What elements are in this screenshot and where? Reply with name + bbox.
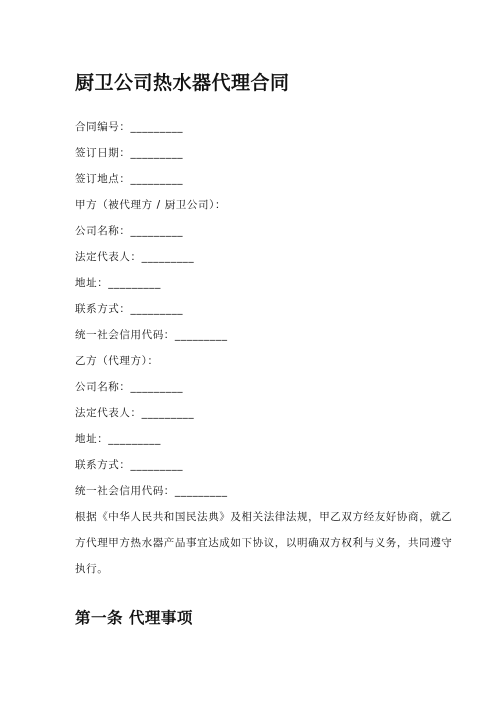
- preamble-line: 方代理甲方热水器产品事宜达成如下协议，以明确双方权利与义务，共同遵守: [75, 537, 453, 549]
- party-a-contact-field: 联系方式：_________: [75, 303, 184, 315]
- party-a-credit-code-field: 统一社会信用代码：_________: [75, 329, 228, 341]
- section-heading: 第一条 代理事项: [75, 609, 193, 627]
- party-b-label: 乙方（代理方）：: [75, 355, 159, 367]
- contract-number-field: 合同编号：_________: [75, 121, 184, 133]
- party-a-legal-rep-field: 法定代表人：_________: [75, 251, 195, 263]
- preamble-line: 执行。: [75, 563, 109, 575]
- party-b-legal-rep-field: 法定代表人：_________: [75, 407, 195, 419]
- party-b-company-name-field: 公司名称：_________: [75, 381, 184, 393]
- party-a-company-name-field: 公司名称：_________: [75, 225, 184, 237]
- party-a-address-field: 地址：_________: [75, 277, 161, 289]
- preamble-paragraph: [75, 504, 453, 582]
- preamble-line: 根据《中华人民共和国民法典》及相关法律法规，甲乙双方经友好协商，就乙: [75, 511, 453, 523]
- signing-place-field: 签订地点：_________: [75, 173, 184, 185]
- party-b-credit-code-field: 统一社会信用代码：_________: [75, 485, 228, 497]
- party-a-label: 甲方（被代理方 / 厨卫公司）：: [75, 199, 227, 211]
- party-b-address-field: 地址：_________: [75, 433, 161, 445]
- document-title: 厨卫公司热水器代理合同: [75, 72, 290, 94]
- party-b-contact-field: 联系方式：_________: [75, 459, 184, 471]
- signing-date-field: 签订日期：_________: [75, 147, 184, 159]
